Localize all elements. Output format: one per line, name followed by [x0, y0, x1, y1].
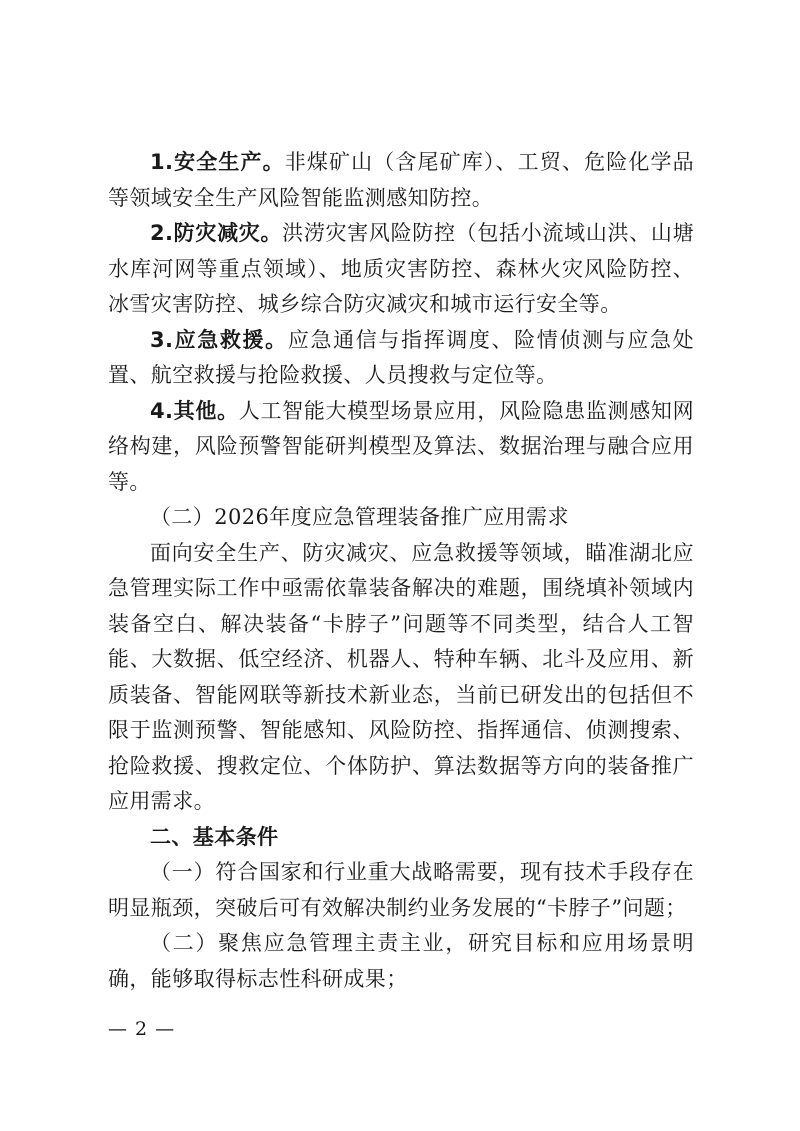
paragraph-text: 洪涝灾害风险防控（包括小流域山洪、山塘水库河网等重点领域）、地质灾害防控、森林火灾风险防控、冰雪灾害防控、城乡综合防灾减灾和城市运行安全等。: [108, 221, 694, 316]
paragraph-condition-1: [108, 855, 694, 926]
paragraph-text: 人工智能大模型场景应用，风险隐患监测感知网络构建，风险预警智能研判模型及算法、数据治理与融合应用等。: [108, 398, 694, 494]
paragraph-text: （一）符合国家和行业重大战略需要，现有技术手段存在明显瓶颈，突破后可有效解决制约业务发展的“卡脖子”问题；: [108, 860, 694, 920]
page-number: — 2 —: [108, 1018, 176, 1040]
paragraph-condition-2: [108, 926, 694, 997]
paragraph-text: 应急通信与指挥调度、险情侦测与应急处置、航空救援与抢险救援、人员搜救与定位等。: [108, 327, 695, 387]
paragraph-label: 4.其他。: [150, 398, 239, 423]
paragraph-disaster-prevention: [108, 216, 694, 323]
paragraph-label: 2.防灾减灾。: [150, 221, 283, 245]
paragraph-equipment-demand: [108, 536, 694, 820]
paragraph-safety-production: [108, 145, 694, 216]
sub-heading-equipment-demand: （二）2026年度应急管理装备推广应用需求: [150, 505, 569, 529]
paragraph-emergency-rescue: [108, 323, 694, 394]
document-body: [108, 145, 694, 997]
paragraph-text: 非煤矿山（含尾矿库）、工贸、危险化学品等领域安全生产风险智能监测感知防控。: [108, 150, 694, 210]
paragraph-text: （二）聚焦应急管理主责主业，研究目标和应用场景明确，能够取得标志性科研成果；: [108, 931, 694, 991]
section-heading-basic-conditions: 二、基本条件: [150, 824, 279, 849]
paragraph-label: 1.安全生产。: [150, 150, 285, 174]
paragraph-label: 3.应急救援。: [150, 327, 288, 352]
paragraph-text: 面向安全生产、防灾减灾、应急救援等领域，瞄准湖北应急管理实际工作中亟需依靠装备解决的难题，围绕填补领域内装备空白、解决装备“卡脖子”问题等不同类型，结合人工智能、大数据、低空经济、机器人、特种车辆、北斗及应用、新质装备、智能网联等新技术新业态，当前已研发出的包括但不限于监测预警、智能感知、风险防控、指挥通信、侦测搜索、抢险救援、搜救定位、个体防护、算法数据等方向的装备推广应用需求。: [108, 540, 694, 813]
paragraph-other: [108, 394, 694, 501]
